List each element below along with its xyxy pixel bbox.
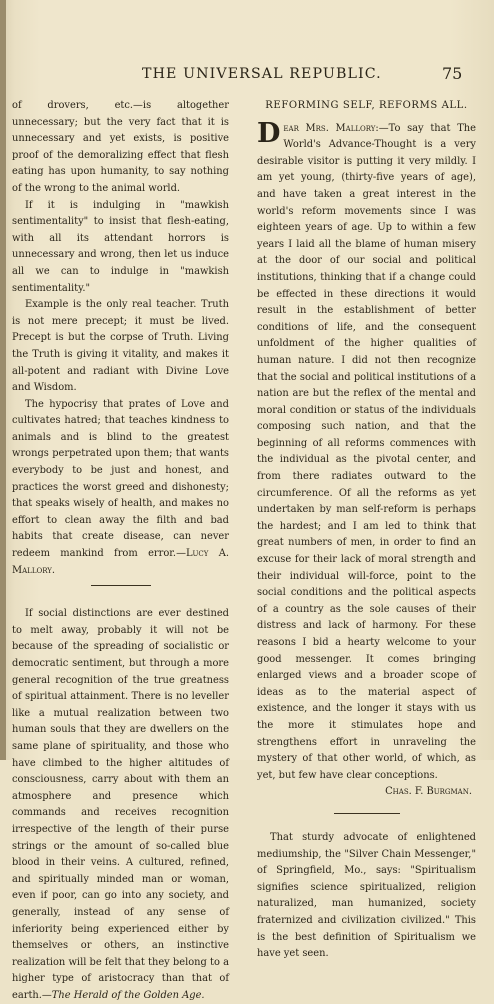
paragraph (12, 606, 229, 1004)
paragraph: Example is the only real teacher. Truth is not mere precept; it must be lived. Precept is but the corpse of Truth. Living the Truth is giving it vitality, and makes it all-potent and radiant with Divine Love and Wisdom. (12, 299, 229, 394)
paragraph: of drovers, etc.—is altogether unnecessary; but the very fact that it is unnecessary and yet exists, is positive proof of the demoralizing effect that flesh eating has upon humanity, to say nothing of the wrong to the animal world. (12, 100, 229, 194)
source-citation: The Herald of the Golden Age. (51, 989, 205, 1001)
binding-edge (0, 0, 6, 760)
section-divider (334, 813, 400, 814)
salutation: ear Mrs. Mallory: (283, 122, 379, 134)
section-title: REFORMING SELF, REFORMS ALL. (265, 100, 468, 111)
paragraph-text: The hypocrisy that prates of Love and cultivates hatred; that teaches kindness to animals and is blind to the greatest wrongs perpetrated upon them; that wants everybody to be just and honest, and practices the worst greed and dishonesty; that speaks wisely of health, and makes no effort to clean away the filth and bad habits that create disease, can never redeem mankind from error.— (12, 398, 229, 560)
author-signature: Lucy A. Mallory. (12, 548, 229, 576)
letter-text: —To say that The World's Advance-Thought is a very desirable visitor is putting it very mildly. I am yet young, (thirty-five years of age), and have taken a great interest in the world's reform movements since I was eighteen years of age. Up to within a few years I laid all the blame of human misery at the door of our social and political institutions, thinking that if a change could be effected in these directions it would result in the establishment of better conditions of life, and the consequent unfoldment of the higher qualities of human nature. I did not then recognize that the social and political institutions of a nation are but the reflex of the mental and moral condition or status of the individuals composing such nation, and that the beginning of all reforms commences with the individual as the pivotal center, and from there radiates outward to the circumference. Of all the reforms as yet undertaken by man self-reform is perhaps the hardest; and I am led to think that great numbers of men, in order to find an excuse for their lack of moral strength and their individual will-force, point to the social conditions and the political aspects of a country as the sole causes of their distress and lack of harmony. For these reasons I bid a hearty welcome to your good messenger. It comes bringing enlarged views and a broader scope of ideas as to the material aspect of existence, and the longer it stays with us the more it stimulates hope and strengthens effort in unraveling the mystery of that other world, of which, as yet, but few have clear conceptions. (257, 122, 476, 781)
paragraph-text: If social distinctions are ever destined to melt away, probably it will not be because of the spreading of socialistic or democratic sentiment, but through a more general recognition of the true greatness of spiritual attainment. There is no leveller like a mutual realization between two human souls that they are dwellers on the same plane of spirituality, and those who have climbed to the higher altitudes of consciousness, carry about with them an atmosphere and presence which commands and receives recognition irrespective of the length of their purse strings or the amount of so-called blue blood in their veins. A cultured, refined, and spiritually minded man or woman, even if poor, can go into any society, and generally, instead of any sense of inferiority being experienced either by themselves or others, an instinctive realization will be felt that they belong to a higher type of aristocracy than that of earth.— (12, 608, 229, 1001)
page-header (0, 66, 494, 88)
page-number: 75 (442, 64, 463, 83)
paragraph (12, 397, 229, 580)
right-column (257, 98, 476, 963)
left-column (12, 98, 229, 1004)
section-divider (91, 585, 151, 586)
paragraph: That sturdy advocate of enlightened mediumship, the "Silver Chain Messenger," of Springfield, Mo., says: "Spiritualism signifies science spiritualized, religion naturalized, man humanized, society fraternized and civilization civilized." This is the best definition of Spiritualism we have yet seen. (257, 831, 476, 960)
drop-cap: D (257, 117, 281, 149)
running-title: THE UNIVERSAL REPUBLIC. (142, 66, 382, 82)
letter-signature: Chas. F. Burgman. (385, 786, 472, 798)
letter-body (257, 117, 476, 785)
paragraph: If it is indulging in "mawkish sentimentality" to insist that flesh-eating, with all its attendant horrors is unnecessary and wrong, then let us induce all we can to indulge in "mawkish sentimentality." (12, 199, 229, 294)
